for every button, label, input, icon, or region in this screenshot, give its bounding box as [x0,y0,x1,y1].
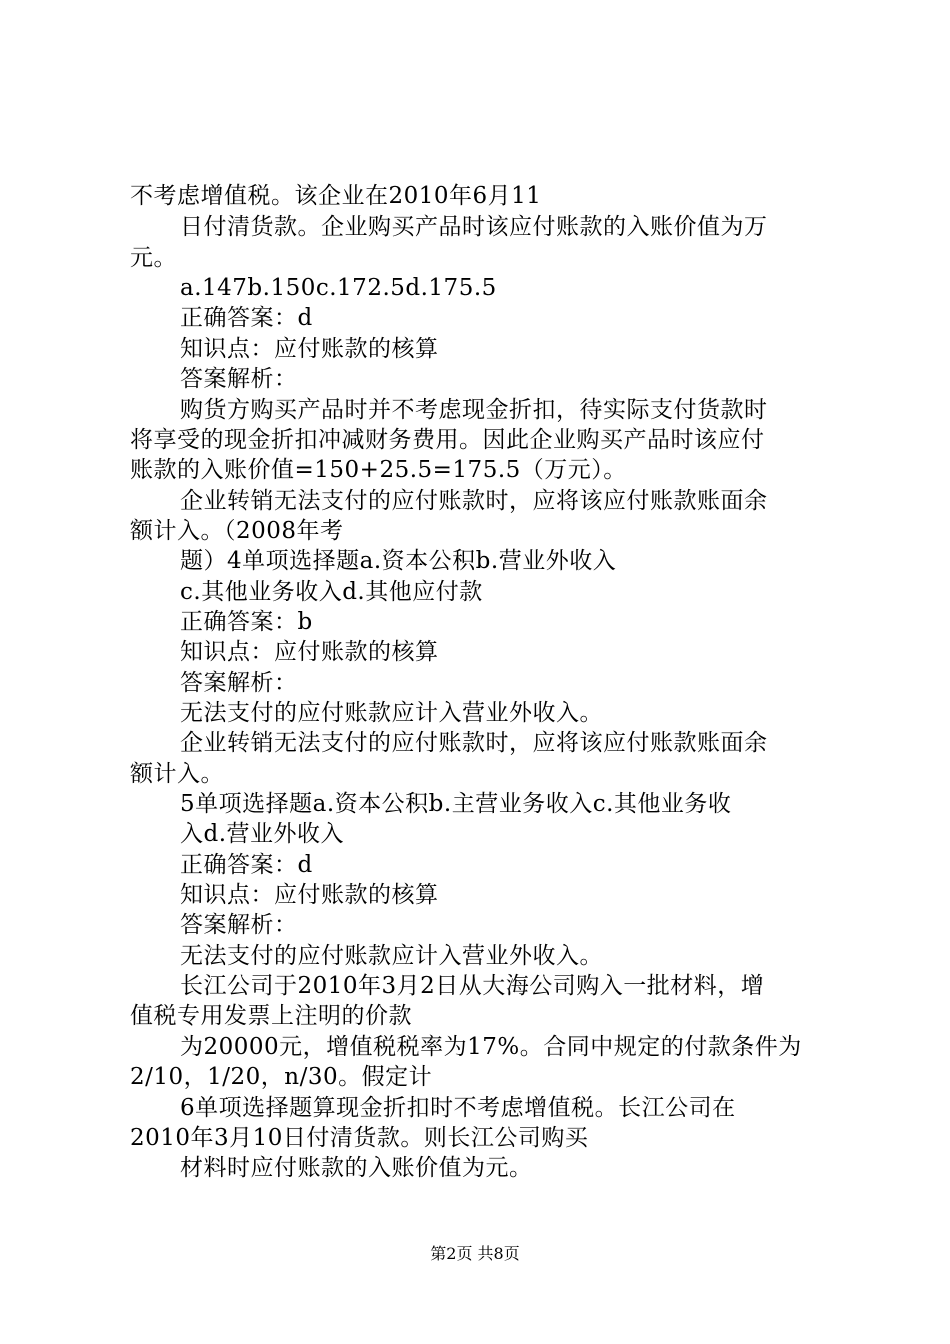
text-line: 日付清货款。企业购买产品时该应付账款的入账价值为万 [180,214,768,240]
text-line: 正确答案：b [180,609,313,635]
text-line: 购货方购买产品时并不考虑现金折扣，待实际支付货款时 [180,397,768,423]
text-line: 正确答案：d [180,852,313,878]
text-line: 入d.营业外收入 [180,821,345,847]
text-line: 知识点：应付账款的核算 [180,336,439,362]
text-line: 5单项选择题a.资本公积b.主营业务收入c.其他业务收 [180,791,732,817]
text-line: 正确答案：d [180,305,313,331]
text-line: 为20000元，增值税税率为17%。合同中规定的付款条件为 [180,1034,802,1060]
text-line: 答案解析： [180,912,298,938]
text-line: 无法支付的应付账款应计入营业外收入。 [180,700,603,726]
text-line: 企业转销无法支付的应付账款时，应将该应付账款账面余 [180,488,768,514]
text-line: 材料时应付账款的入账价值为元。 [180,1155,533,1181]
text-line: 答案解析： [180,670,298,696]
text-line: 账款的入账价值=150+25.5=175.5（万元）。 [130,457,627,483]
text-line: 2010年3月10日付清货款。则长江公司购买 [130,1125,589,1151]
text-line: 值税专用发票上注明的价款 [130,1003,412,1029]
text-line: 2/10，1/20，n/30。假定计 [130,1064,433,1090]
page-number-footer: 第2页 共8页 [430,1244,520,1263]
text-line: 知识点：应付账款的核算 [180,639,439,665]
text-line: c.其他业务收入d.其他应付款 [180,579,483,605]
text-line: 企业转销无法支付的应付账款时，应将该应付账款账面余 [180,730,768,756]
text-line: 额计入。（2008年考 [130,518,344,544]
text-line: 题）4单项选择题a.资本公积b.营业外收入 [180,548,617,574]
text-line: 长江公司于2010年3月2日从大海公司购入一批材料，增 [180,973,765,999]
text-line: 不考虑增值税。该企业在2010年6月11 [130,183,542,209]
text-line: 额计入。 [130,761,224,787]
text-line: 知识点：应付账款的核算 [180,882,439,908]
text-line: 元。 [130,245,177,271]
text-line: 6单项选择题算现金折扣时不考虑增值税。长江公司在 [180,1095,736,1121]
text-line: a.147b.150c.172.5d.175.5 [180,275,497,301]
text-line: 无法支付的应付账款应计入营业外收入。 [180,943,603,969]
text-line: 将享受的现金折扣冲减财务费用。因此企业购买产品时该应付 [130,427,765,453]
text-line: 答案解析： [180,366,298,392]
